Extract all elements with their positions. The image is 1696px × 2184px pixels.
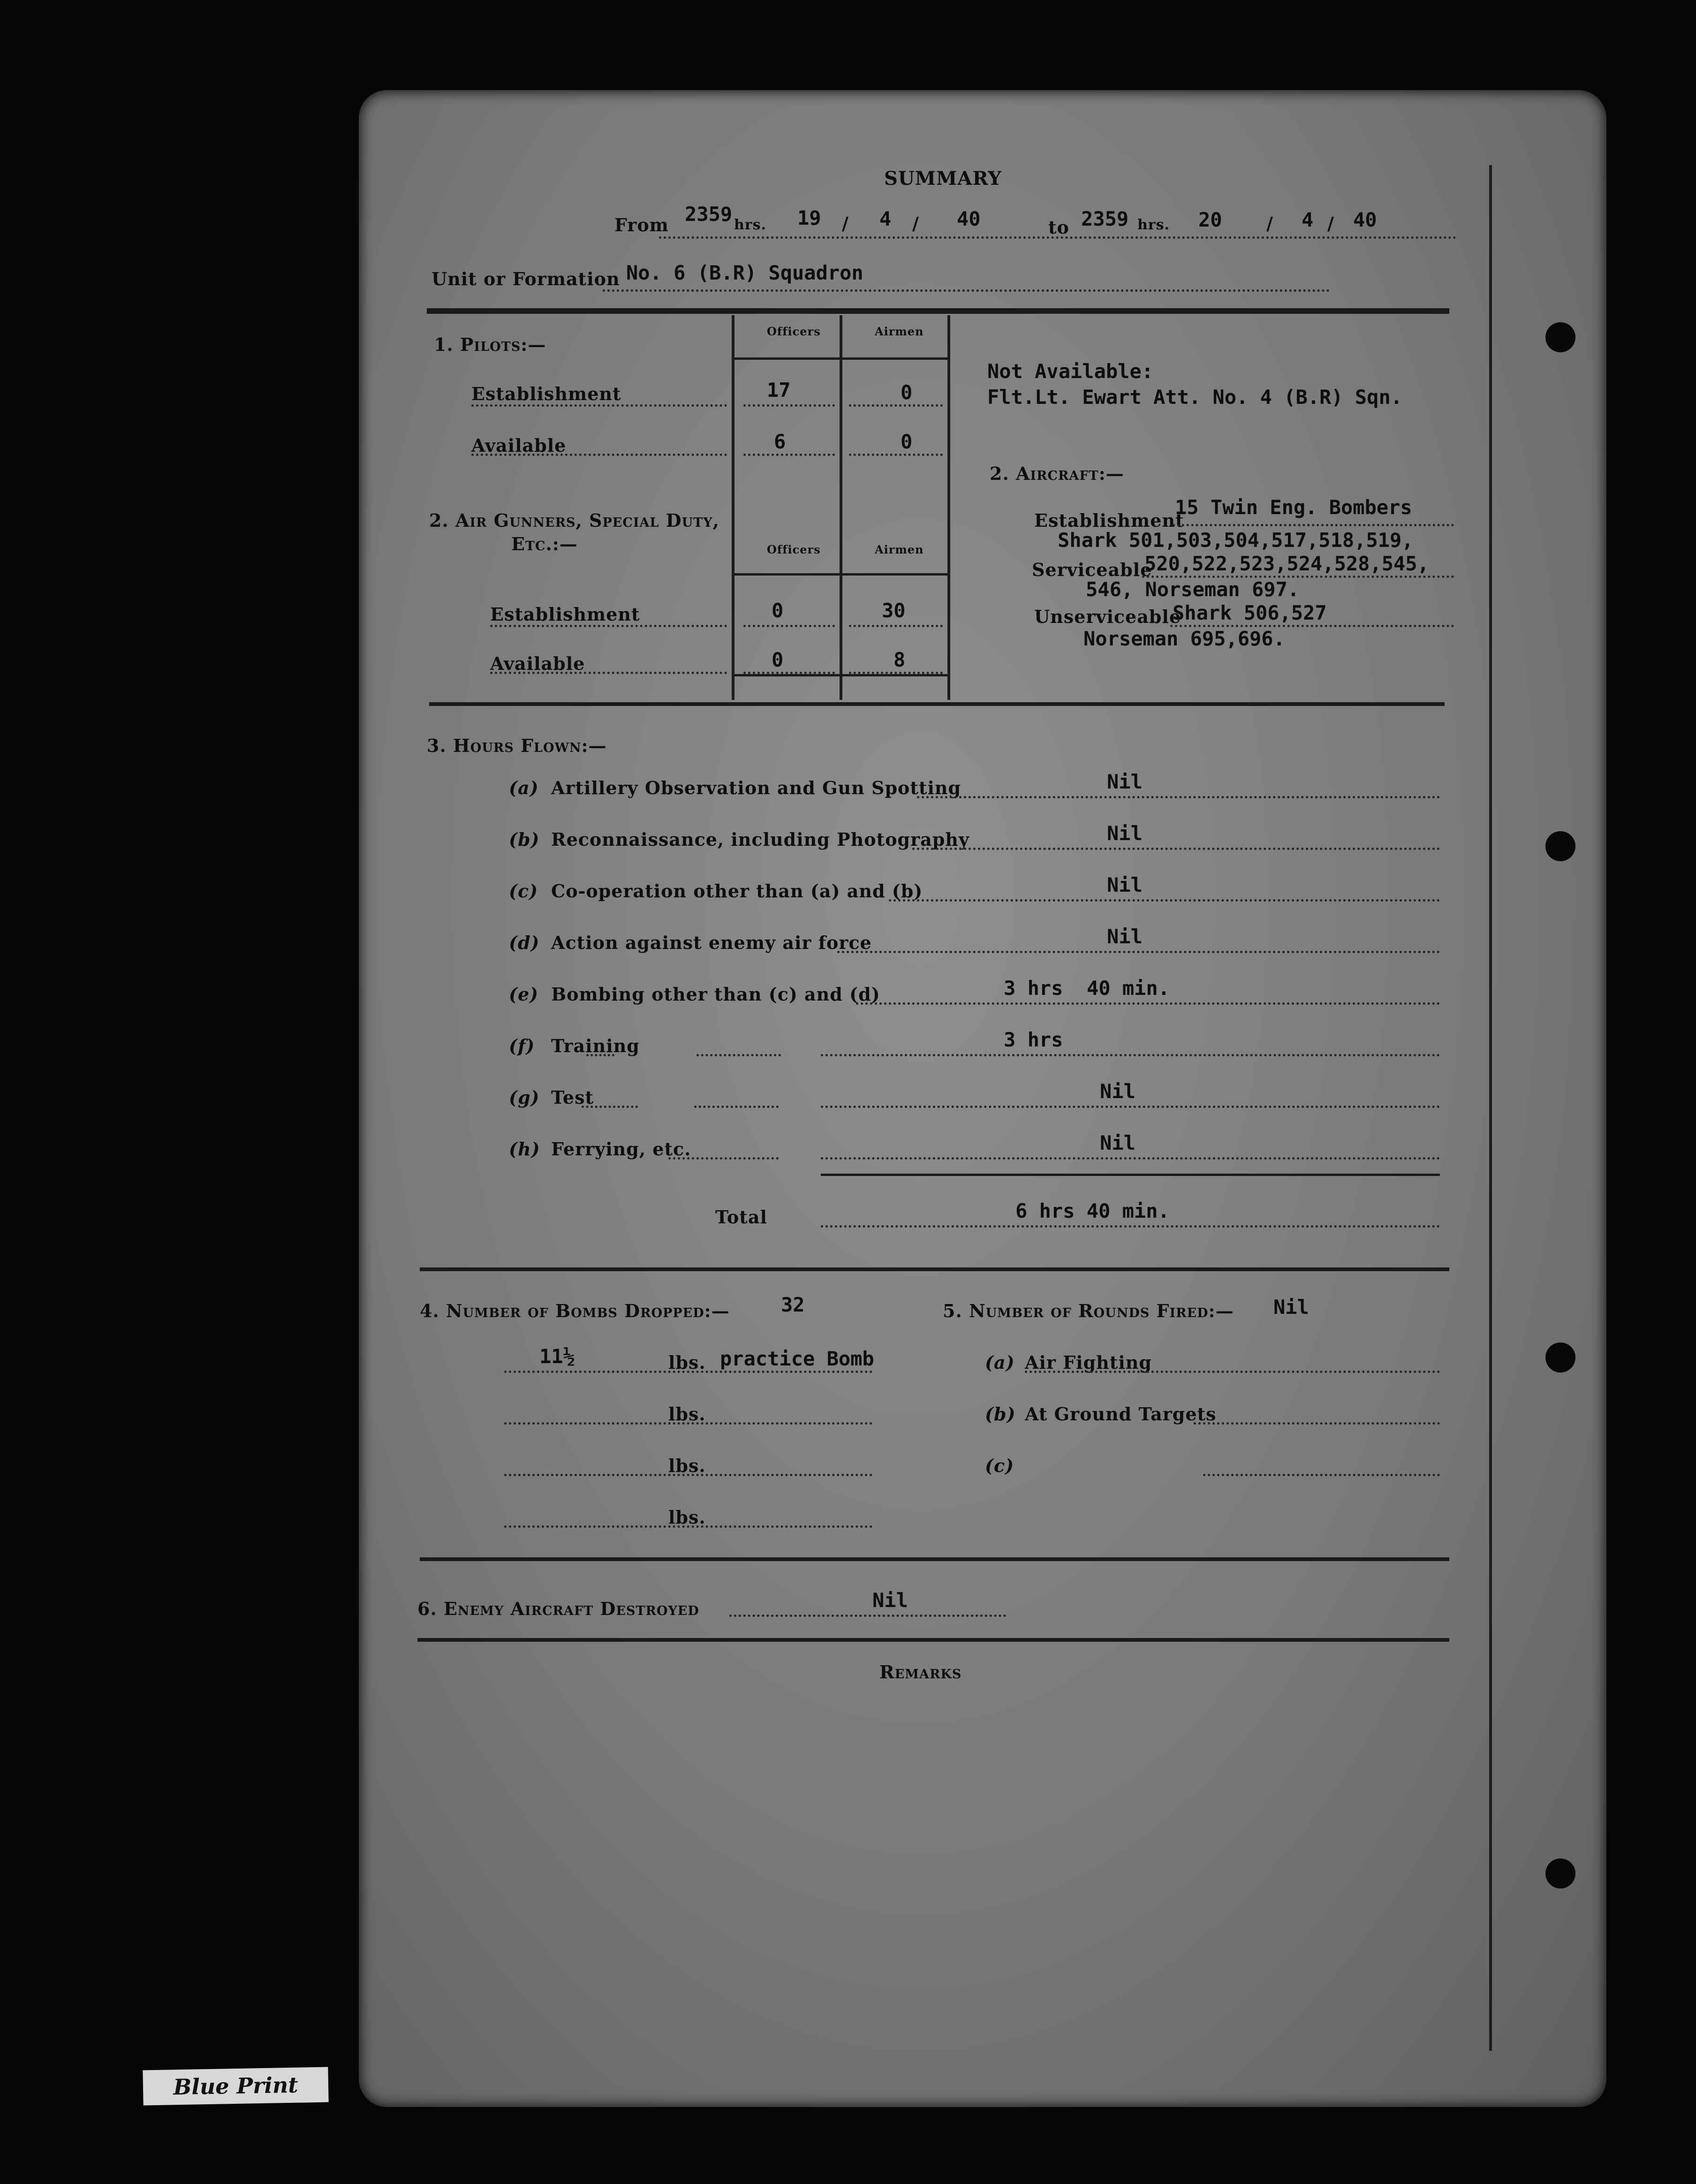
rule-bombs-bottom xyxy=(420,1557,1449,1561)
hours-b-label: Reconnaissance, including Photography xyxy=(551,829,969,850)
gunners-available-airmen: 8 xyxy=(893,648,906,671)
aircraft-establishment-label: Establishment xyxy=(1034,510,1184,531)
pilots-heading: 1. Pilots:— xyxy=(434,334,546,355)
enemy-dots xyxy=(729,1615,1006,1617)
bomb-row-2-dots xyxy=(504,1422,872,1425)
rounds-a-label: Air Fighting xyxy=(1025,1352,1152,1373)
hours-e-dots xyxy=(856,1002,1440,1005)
hours-g-value: Nil xyxy=(1100,1080,1136,1103)
gunners-available-dots xyxy=(490,672,727,674)
aircraft-serviceable-line1: Shark 501,503,504,517,518,519, xyxy=(1058,529,1414,552)
hrs-label: hrs. xyxy=(734,217,766,233)
unit-dots xyxy=(603,289,1330,292)
bombs-count: 32 xyxy=(781,1293,805,1316)
aircraft-establishment-dots xyxy=(1173,524,1454,526)
aircraft-unserviceable-line2: Norseman 695,696. xyxy=(1083,627,1285,650)
unit-value: No. 6 (B.R) Squadron xyxy=(626,261,863,284)
aircraft-establishment-value: 15 Twin Eng. Bombers xyxy=(1175,496,1412,519)
grid-col-1 xyxy=(732,315,734,700)
hours-f-key: (f) xyxy=(509,1035,535,1056)
rounds-value: Nil xyxy=(1273,1296,1309,1319)
gunners-establishment-airmen: 30 xyxy=(882,599,906,622)
gunners-heading-line1: 2. Air Gunners, Special Duty, xyxy=(429,510,719,531)
pilots-available-label: Available xyxy=(471,435,567,456)
hours-f-dots-2 xyxy=(697,1054,781,1056)
from-label: From xyxy=(614,214,669,235)
pilots-col-officers: Officers xyxy=(767,325,821,338)
gunners-establishment-dots xyxy=(490,625,727,627)
hours-c-value: Nil xyxy=(1107,873,1143,896)
binder-hole-4 xyxy=(1545,1858,1575,1888)
to-day: 20 xyxy=(1198,208,1222,231)
hours-h-label: Ferrying, etc. xyxy=(551,1138,691,1160)
pilots-est-air-dots xyxy=(849,404,943,407)
rounds-a-key: (a) xyxy=(985,1352,1015,1373)
gunners-est-air-dots xyxy=(849,625,943,627)
pilots-col-airmen: Airmen xyxy=(875,325,924,338)
hours-f-label: Training xyxy=(551,1035,640,1056)
aircraft-unserviceable-line1: Shark 506,527 xyxy=(1173,601,1327,624)
rule-top xyxy=(427,308,1449,314)
hours-h-key: (h) xyxy=(509,1138,540,1160)
slash-4: / xyxy=(1327,213,1334,234)
from-time: 2359 xyxy=(685,203,733,226)
rounds-heading: 5. Number of Rounds Fired:— xyxy=(943,1300,1234,1321)
unit-label: Unit or Formation xyxy=(432,268,620,289)
bomb-row-1-type: practice Bomb xyxy=(720,1347,874,1370)
pilots-avl-air-dots xyxy=(849,454,943,456)
gunners-col-airmen: Airmen xyxy=(875,543,924,556)
pilots-establishment-label: Establishment xyxy=(471,383,621,404)
grid-row-3 xyxy=(734,674,947,676)
not-available-line2: Flt.Lt. Ewart Att. No. 4 (B.R) Sqn. xyxy=(987,386,1403,409)
hours-b-value: Nil xyxy=(1107,822,1143,845)
gunners-col-officers: Officers xyxy=(767,543,821,556)
hours-f-dots-3 xyxy=(821,1054,1440,1056)
pilots-establishment-airmen: 0 xyxy=(901,381,913,404)
aircraft-unserviceable-label: Unserviceable xyxy=(1034,606,1181,627)
hours-g-dots-3 xyxy=(821,1106,1440,1108)
not-available-line1: Not Available: xyxy=(987,360,1154,383)
hours-total-dots xyxy=(821,1225,1440,1228)
page-title: SUMMARY xyxy=(884,167,1002,190)
hours-e-value: 3 hrs 40 min. xyxy=(1004,977,1170,1000)
grid-row-2 xyxy=(734,573,947,576)
rule-enemy-bottom xyxy=(417,1638,1449,1642)
rounds-b-key: (b) xyxy=(985,1403,1016,1425)
pilots-available-dots xyxy=(471,454,727,456)
hours-a-key: (a) xyxy=(509,777,539,798)
summary-sheet xyxy=(359,90,1606,2107)
aircraft-serviceable-line3: 546, Norseman 697. xyxy=(1086,578,1300,601)
hours-d-label: Action against enemy air force xyxy=(551,932,872,953)
to-time: 2359 xyxy=(1081,207,1129,230)
rounds-c-key: (c) xyxy=(985,1455,1015,1476)
hours-e-key: (e) xyxy=(509,984,539,1005)
pilots-available-airmen: 0 xyxy=(901,430,913,453)
hours-f-value: 3 hrs xyxy=(1004,1028,1063,1051)
from-month: 4 xyxy=(879,207,892,230)
rule-personnel-bottom xyxy=(429,702,1445,706)
hrs-label-2: hrs. xyxy=(1137,217,1170,233)
hours-c-label: Co-operation other than (a) and (b) xyxy=(551,880,923,902)
hours-e-label: Bombing other than (c) and (d) xyxy=(551,984,880,1005)
bomb-row-1-qty: 11½ xyxy=(539,1345,575,1368)
hours-a-dots xyxy=(917,796,1440,798)
enemy-value: Nil xyxy=(872,1589,908,1612)
hours-g-dots-2 xyxy=(694,1106,779,1108)
bomb-row-1-dots xyxy=(504,1371,872,1373)
bomb-row-1-unit: lbs. xyxy=(668,1352,706,1373)
hours-total-label: Total xyxy=(715,1206,767,1228)
hours-d-dots xyxy=(837,951,1440,953)
hours-c-dots xyxy=(889,899,1440,902)
binder-hole-2 xyxy=(1545,831,1575,861)
grid-col-2 xyxy=(840,315,842,700)
bomb-row-4-unit: lbs. xyxy=(668,1507,706,1528)
blue-print-stamp: Blue Print xyxy=(143,2067,328,2106)
rounds-b-label: At Ground Targets xyxy=(1025,1403,1217,1425)
pilots-establishment-dots xyxy=(471,404,727,407)
gunners-establishment-label: Establishment xyxy=(490,604,640,625)
to-year: 40 xyxy=(1353,208,1377,231)
rounds-b-dots xyxy=(1194,1422,1440,1425)
slash-1: / xyxy=(842,213,849,234)
aircraft-heading: 2. Aircraft:— xyxy=(990,463,1124,484)
bomb-row-3-unit: lbs. xyxy=(668,1455,706,1476)
from-year: 40 xyxy=(957,207,981,230)
rounds-a-dots xyxy=(1025,1371,1440,1373)
gunners-avl-off-dots xyxy=(743,672,835,674)
gunners-establishment-officers: 0 xyxy=(772,599,784,622)
grid-col-3 xyxy=(947,315,950,700)
binder-hole-3 xyxy=(1545,1342,1575,1373)
hours-a-label: Artillery Observation and Gun Spotting xyxy=(551,777,962,798)
to-label: to xyxy=(1048,217,1069,238)
hours-d-value: Nil xyxy=(1107,925,1143,948)
hours-b-dots xyxy=(912,848,1440,850)
rounds-c-dots xyxy=(1203,1474,1440,1476)
gunners-heading-line2: Etc.:— xyxy=(511,533,578,554)
aircraft-serviceable-label: Serviceable xyxy=(1032,559,1152,580)
hours-g-key: (g) xyxy=(509,1087,540,1108)
hours-a-value: Nil xyxy=(1107,770,1143,793)
bombs-heading: 4. Number of Bombs Dropped:— xyxy=(420,1300,730,1321)
hours-g-dots-1 xyxy=(582,1106,638,1108)
hours-subtotal-rule xyxy=(821,1174,1440,1176)
enemy-heading: 6. Enemy Aircraft Destroyed xyxy=(417,1598,699,1619)
rule-hours-bottom xyxy=(420,1267,1449,1271)
bomb-row-2-unit: lbs. xyxy=(668,1403,706,1425)
binding-rule xyxy=(1489,165,1492,2051)
hours-b-key: (b) xyxy=(509,829,540,850)
remarks-heading: Remarks xyxy=(879,1661,962,1683)
hours-d-key: (d) xyxy=(509,932,540,953)
gunners-available-officers: 0 xyxy=(772,648,784,671)
slash-3: / xyxy=(1266,213,1273,234)
hours-total-value: 6 hrs 40 min. xyxy=(1015,1199,1170,1222)
bomb-row-4-dots xyxy=(504,1525,872,1528)
grid-row-1 xyxy=(734,357,947,360)
from-day: 19 xyxy=(797,206,821,229)
bomb-row-3-dots xyxy=(504,1474,872,1476)
pilots-est-off-dots xyxy=(743,404,835,407)
hours-h-dots-1 xyxy=(668,1157,779,1160)
pilots-avl-off-dots xyxy=(743,454,835,456)
period-dots xyxy=(659,236,1456,239)
gunners-est-off-dots xyxy=(743,625,835,627)
hours-g-label: Test xyxy=(551,1087,594,1108)
hours-c-key: (c) xyxy=(509,880,538,902)
aircraft-serviceable-line2: 520,522,523,524,528,545, xyxy=(1144,552,1429,575)
to-month: 4 xyxy=(1302,208,1314,231)
hours-h-value: Nil xyxy=(1100,1131,1136,1154)
hours-h-dots-2 xyxy=(821,1157,1440,1160)
pilots-available-officers: 6 xyxy=(774,430,786,453)
slash-2: / xyxy=(912,213,919,234)
pilots-establishment-officers: 17 xyxy=(767,379,791,402)
hours-f-dots-1 xyxy=(586,1054,614,1056)
gunners-avl-air-dots xyxy=(849,672,943,674)
gunners-available-label: Available xyxy=(490,653,585,674)
hours-heading: 3. Hours Flown:— xyxy=(427,735,607,756)
binder-hole-1 xyxy=(1545,322,1575,352)
